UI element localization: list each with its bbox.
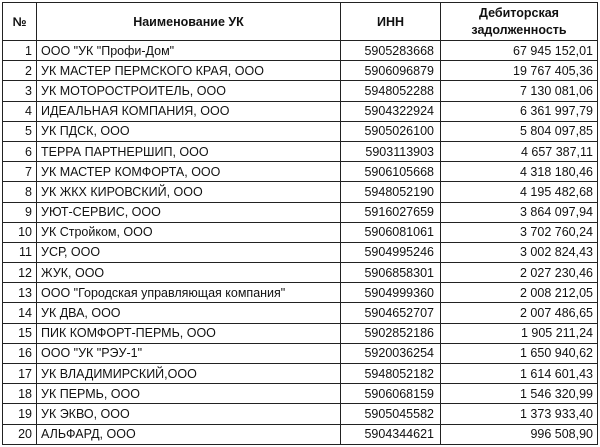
row-number: 14 [3,303,37,323]
inn-cell: 5904322924 [341,101,441,121]
row-number: 1 [3,41,37,61]
inn-cell: 5948052190 [341,182,441,202]
row-number: 18 [3,384,37,404]
table-row [3,222,598,242]
row-number: 10 [3,222,37,242]
company-name: ООО "Городская управляющая компания" [37,283,341,303]
table-row [3,263,598,283]
row-number: 2 [3,61,37,81]
debt-cell: 2 008 212,05 [441,283,598,303]
table-row [3,41,598,61]
row-number: 7 [3,162,37,182]
table-row [3,121,598,141]
inn-cell: 5906096879 [341,61,441,81]
table-row [3,182,598,202]
company-name: УК МОТОРОСТРОИТЕЛЬ, ООО [37,81,341,101]
debt-cell: 4 195 482,68 [441,182,598,202]
company-name: УК ПДСК, ООО [37,121,341,141]
company-name: АЛЬФАРД, ООО [37,424,341,444]
debt-cell: 7 130 081,06 [441,81,598,101]
inn-cell: 5905045582 [341,404,441,424]
inn-cell: 5906068159 [341,384,441,404]
company-name: УСР, ООО [37,242,341,262]
table-row [3,323,598,343]
table-row [3,101,598,121]
debt-cell: 6 361 997,79 [441,101,598,121]
table-row [3,81,598,101]
debt-cell: 4 657 387,11 [441,141,598,161]
header-debt-line1: Дебиторская [479,5,559,20]
company-name: ООО "УК "Профи-Дом" [37,41,341,61]
row-number: 15 [3,323,37,343]
header-debt [441,3,598,41]
inn-cell: 5905026100 [341,121,441,141]
inn-cell: 5906105668 [341,162,441,182]
table-row [3,404,598,424]
debt-cell: 2 027 230,46 [441,263,598,283]
row-number: 9 [3,202,37,222]
header-name: Наименование УК [37,3,341,41]
table-row [3,283,598,303]
row-number: 17 [3,364,37,384]
company-name: ООО "УК "РЭУ-1" [37,343,341,363]
company-name: УК ДВА, ООО [37,303,341,323]
row-number: 12 [3,263,37,283]
table-row [3,384,598,404]
table-row [3,61,598,81]
company-name: УК МАСТЕР КОМФОРТА, ООО [37,162,341,182]
row-number: 20 [3,424,37,444]
debt-cell: 1 650 940,62 [441,343,598,363]
inn-cell: 5916027659 [341,202,441,222]
table-row [3,364,598,384]
inn-cell: 5902852186 [341,323,441,343]
debt-cell: 1 614 601,43 [441,364,598,384]
company-name: УК Стройком, ООО [37,222,341,242]
header-inn: ИНН [341,3,441,41]
debt-cell: 4 318 180,46 [441,162,598,182]
company-name: УК ЭКВО, ООО [37,404,341,424]
debt-cell: 3 702 760,24 [441,222,598,242]
header-num: № [3,3,37,41]
debt-cell: 3 002 824,43 [441,242,598,262]
company-name: ЖУК, ООО [37,263,341,283]
debt-cell: 1 373 933,40 [441,404,598,424]
company-name: ПИК КОМФОРТ-ПЕРМЬ, ООО [37,323,341,343]
row-number: 11 [3,242,37,262]
row-number: 5 [3,121,37,141]
company-name: УЮТ-СЕРВИС, ООО [37,202,341,222]
debt-cell: 67 945 152,01 [441,41,598,61]
row-number: 6 [3,141,37,161]
row-number: 3 [3,81,37,101]
row-number: 8 [3,182,37,202]
row-number: 16 [3,343,37,363]
row-number: 13 [3,283,37,303]
header-row [3,3,598,41]
debt-cell: 19 767 405,36 [441,61,598,81]
company-name: УК МАСТЕР ПЕРМСКОГО КРАЯ, ООО [37,61,341,81]
debt-cell: 2 007 486,65 [441,303,598,323]
debt-cell: 5 804 097,85 [441,121,598,141]
company-name: ТЕРРА ПАРТНЕРШИП, ООО [37,141,341,161]
table-row [3,343,598,363]
inn-cell: 5905283668 [341,41,441,61]
inn-cell: 5906858301 [341,263,441,283]
debt-cell: 996 508,90 [441,424,598,444]
inn-cell: 5948052288 [341,81,441,101]
row-number: 4 [3,101,37,121]
debt-cell: 1 546 320,99 [441,384,598,404]
inn-cell: 5906081061 [341,222,441,242]
company-name: УК ЖКХ КИРОВСКИЙ, ООО [37,182,341,202]
inn-cell: 5904652707 [341,303,441,323]
table-row [3,202,598,222]
inn-cell: 5904999360 [341,283,441,303]
table-row [3,424,598,444]
debt-cell: 3 864 097,94 [441,202,598,222]
inn-cell: 5920036254 [341,343,441,363]
inn-cell: 5904344621 [341,424,441,444]
row-number: 19 [3,404,37,424]
inn-cell: 5904995246 [341,242,441,262]
company-name: ИДЕАЛЬНАЯ КОМПАНИЯ, ООО [37,101,341,121]
inn-cell: 5948052182 [341,364,441,384]
debt-cell: 1 905 211,24 [441,323,598,343]
inn-cell: 5903113903 [341,141,441,161]
table-row [3,141,598,161]
company-name: УК ВЛАДИМИРСКИЙ,ООО [37,364,341,384]
table-row [3,242,598,262]
table-row [3,162,598,182]
company-name: УК ПЕРМЬ, ООО [37,384,341,404]
table-row [3,303,598,323]
header-debt-line2: задолженность [471,22,567,37]
debtors-table [2,2,598,445]
